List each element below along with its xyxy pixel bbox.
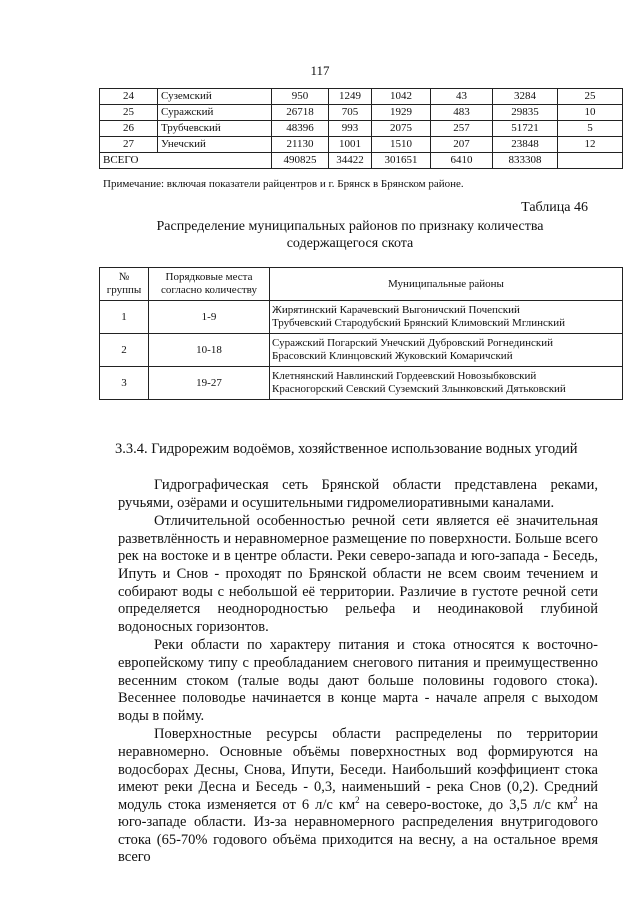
table-cell: 6410 [431,153,493,169]
regions-list: Суражский Погарский Унечский Дубровский Рогнединский Брасовский Клинцовский Жуковский Комаричский [270,334,623,367]
table-cell: 5 [558,121,623,137]
table-cell: 26 [100,121,158,137]
table-cell: 26718 [272,105,329,121]
table-header-row [100,268,623,301]
district-livestock-table [99,88,623,169]
table-cell: 27 [100,137,158,153]
group-number: 2 [100,334,149,367]
table-cell: 12 [558,137,623,153]
total-label: ВСЕГО [100,153,272,169]
places-range: 1-9 [149,301,270,334]
paragraph: Гидрографическая сеть Брянской области представлена реками, ручьями, озёрами и осушительными гидромелиоративными каналами. [118,477,598,511]
table-cell: 483 [431,105,493,121]
district-name: Суземский [158,89,272,105]
table-cell: 833308 [493,153,558,169]
table-cell: 993 [329,121,372,137]
places-range: 19-27 [149,367,270,400]
paragraph: Реки области по характеру питания и стока относятся к восточно-европейскому типу с преобладанием снегового питания и преимущественно весенним стоком (талые воды дают больше половины годового стока). Весеннее половодье начинается в конце марта - начале апреля с выходом воды в пойму. [118,637,598,724]
table-cell: 43 [431,89,493,105]
paragraph: Поверхностные ресурсы области распределены по территории неравномерно. Основные объёмы поверхностных вод формируются на водосборах Десны, Снова, Ипути, Беседи. Наибольший коэффициент стока имеют реки Десна и Беседь - 0,3, наименьший - река Снов (0,2). Средний модуль стока изменяется от 6 л/с $км^2$ на северо-востоке, до 3,5 л/с $км^2$ на юго-западе области. Из-за неравномерного распределения внутригодового стока (65-70% годового объёма приходится на весну, а на остальное время всего [118,726,598,866]
group-number: 1 [100,301,149,334]
header-regions: Муниципальные районы [270,268,623,301]
table-row [100,89,623,105]
table-row [100,301,623,334]
district-groups-table [99,267,623,400]
page-number: 117 [310,63,330,78]
table-row [100,137,623,153]
table-cell: 301651 [372,153,431,169]
regions-list: Клетнянский Навлинский Гордеевский Новозыбковский Красногорский Севский Суземский Злынковский Дятьковский [270,367,623,400]
table-cell: 51721 [493,121,558,137]
table-cell: 1042 [372,89,431,105]
table-cell: 48396 [272,121,329,137]
table-cell: 3284 [493,89,558,105]
table-title: Распределение муниципальных районов по признаку количества содержащегося скота [156,219,544,251]
table-note: Примечание: включая показатели райцентров и г. Брянск в Брянском районе. [103,178,464,190]
table-row [100,105,623,121]
table-row [100,334,623,367]
district-name: Суражский [158,105,272,121]
table-row [100,367,623,400]
table-cell: 490825 [272,153,329,169]
table-label: Таблица 46 [521,200,588,215]
paragraph: Отличительной особенностью речной сети является её значительная разветвлённость и неравномерное размещение по поверхности. Больше всего рек на востоке и в центре области. Реки северо-запада и юго-запада - Беседь, Ипуть и Снов - проходят по Брянской области не всем своим течением и собирают воды с небольшой её территории. Различие в густоте речной сети определяется неоднородностью рельефа и неодинаковой глубиной водоносных горизонтов. [118,513,598,635]
table-cell: 1249 [329,89,372,105]
table-cell: 29835 [493,105,558,121]
section-heading: 3.3.4. Гидрорежим водоёмов, хозяйственное использование водных угодий [115,441,578,457]
district-name: Трубчевский [158,121,272,137]
table-cell: 23848 [493,137,558,153]
header-places: Порядковые места согласно количеству [149,268,270,301]
table-cell: 25 [100,105,158,121]
header-group: № группы [100,268,149,301]
table-cell: 207 [431,137,493,153]
table-row [100,121,623,137]
table-cell: 1510 [372,137,431,153]
body-text [118,477,598,868]
table-cell: 10 [558,105,623,121]
table-cell: 25 [558,89,623,105]
table-cell: 24 [100,89,158,105]
table-cell [558,153,623,169]
table-cell: 705 [329,105,372,121]
table-cell: 21130 [272,137,329,153]
district-name: Унечский [158,137,272,153]
places-range: 10-18 [149,334,270,367]
table-cell: 1929 [372,105,431,121]
group-number: 3 [100,367,149,400]
table-cell: 1001 [329,137,372,153]
total-row [100,153,623,169]
table-cell: 950 [272,89,329,105]
regions-list: Жирятинский Карачевский Выгоничский Почепский Трубчевский Стародубский Брянский Климовский Мглинский [270,301,623,334]
table-cell: 34422 [329,153,372,169]
table-cell: 2075 [372,121,431,137]
table-cell: 257 [431,121,493,137]
